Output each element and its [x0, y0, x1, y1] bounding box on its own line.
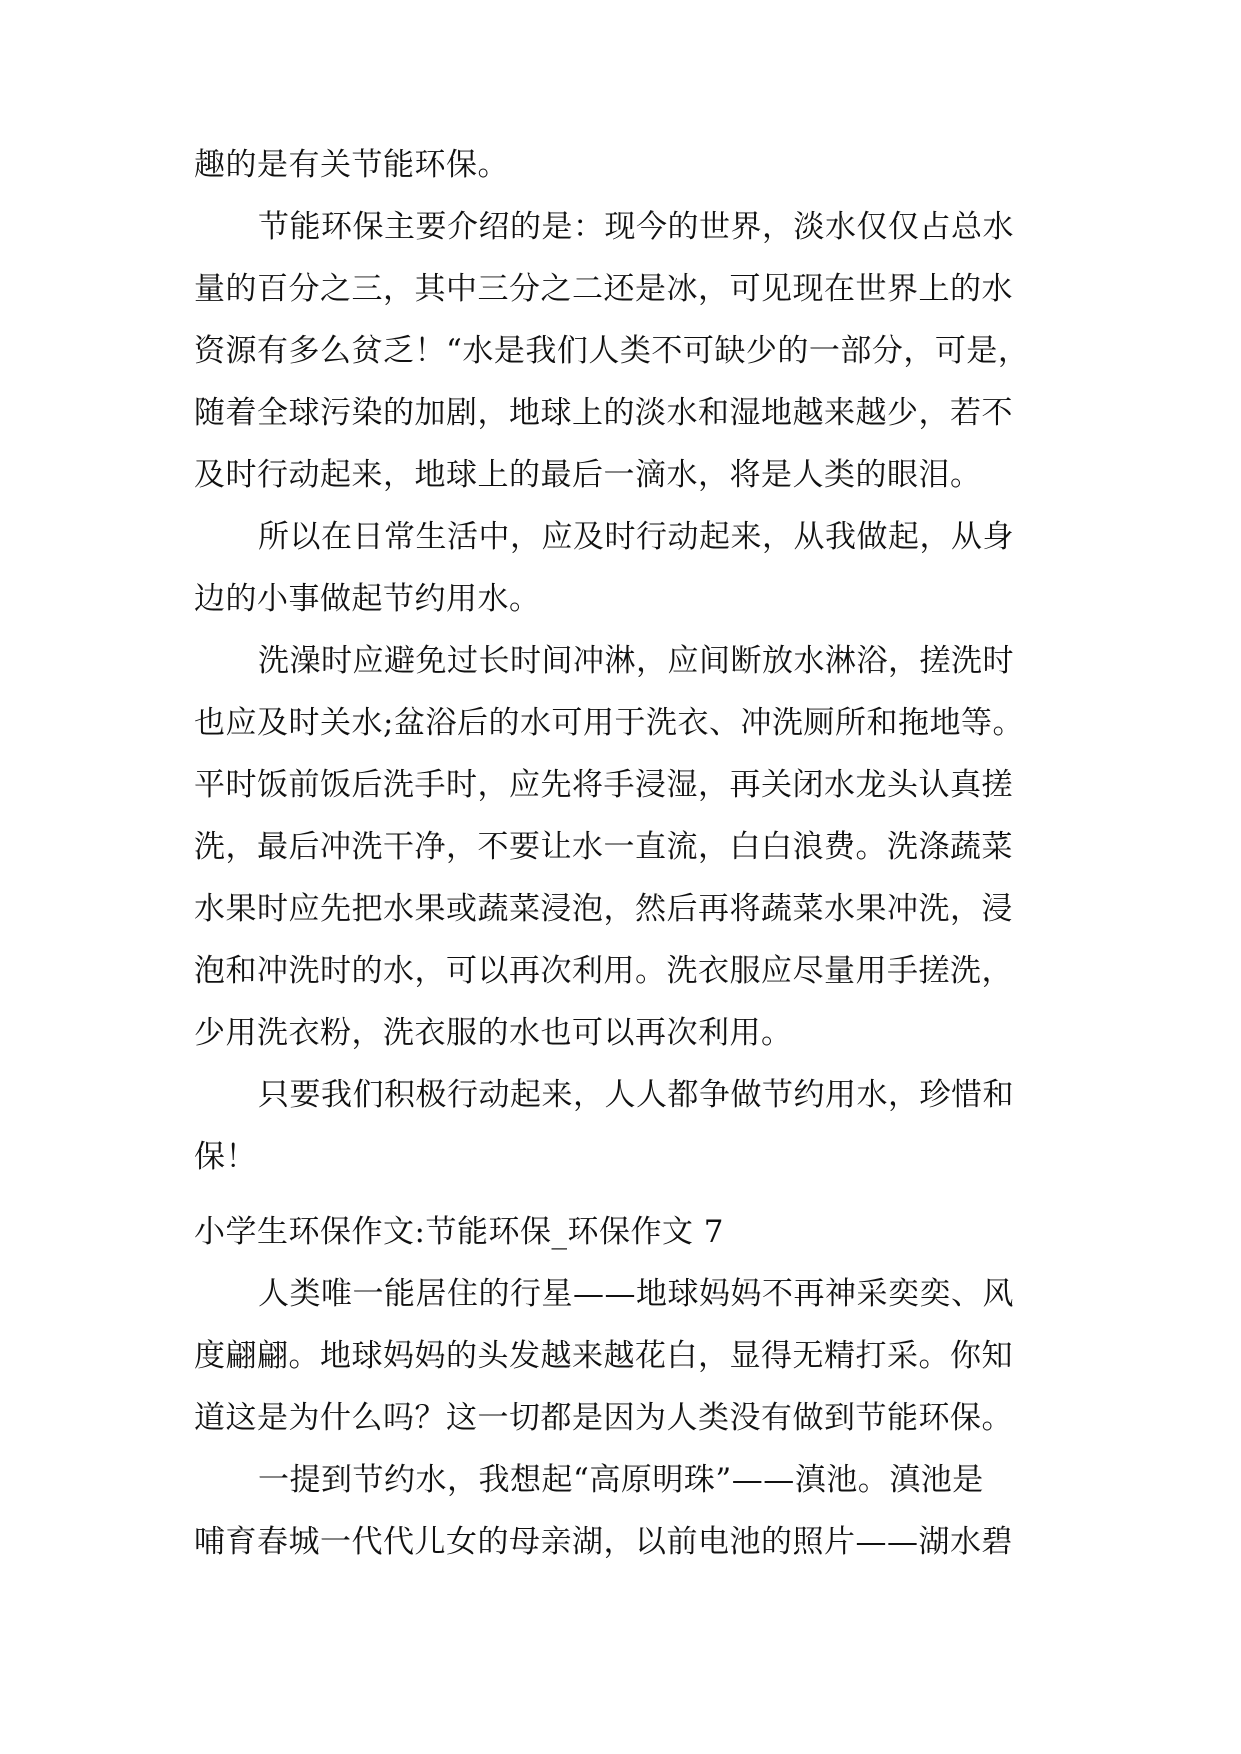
section-1-body [194, 134, 1054, 1188]
text-line: 水果时应先把水果或蔬菜浸泡，然后再将蔬菜水果冲洗，浸 [194, 891, 1013, 927]
text-line: 随着全球污染的加剧，地球上的淡水和湿地越来越少，若不 [194, 395, 1013, 431]
text-line: 资源有多么贫乏！“水是我们人类不可缺少的一部分，可是， [194, 333, 1030, 369]
text-line: 保！ [194, 1139, 257, 1175]
paragraph-start-line: 洗澡时应避免过长时间冲淋，应间断放水淋浴，搓洗时 [258, 643, 1014, 679]
paragraph-start-line: 节能环保主要介绍的是：现今的世界，淡水仅仅占总水 [258, 209, 1014, 245]
text-line: 边的小事做起节约用水。 [194, 581, 541, 617]
paragraph-start-line: 只要我们积极行动起来，人人都争做节约用水，珍惜和 [258, 1077, 1014, 1113]
text-line: 洗，最后冲洗干净，不要让水一直流，白白浪费。洗涤蔬菜 [194, 829, 1013, 865]
paragraph-start-line: 人类唯一能居住的行星——地球妈妈不再神采奕奕、风 [258, 1276, 1014, 1312]
text-line: 平时饭前饭后洗手时，应先将手浸湿，再关闭水龙头认真搓 [194, 767, 1013, 803]
text-line: 泡和冲洗时的水，可以再次利用。洗衣服应尽量用手搓洗， [194, 953, 1013, 989]
text-line: 哺育春城一代代儿女的母亲湖，以前电池的照片——湖水碧 [194, 1524, 1013, 1560]
text-line: 道这是为什么吗？这一切都是因为人类没有做到节能环保。 [194, 1400, 1013, 1436]
text-line: 少用洗衣粉，洗衣服的水也可以再次利用。 [194, 1015, 793, 1051]
text-line: 量的百分之三，其中三分之二还是冰，可见现在世界上的水 [194, 271, 1013, 307]
section-heading: 小学生环保作文:节能环保_环保作文 7 [194, 1214, 725, 1250]
section-2 [194, 1201, 1054, 1573]
text-line: 也应及时关水;盆浴后的水可用于洗衣、冲洗厕所和拖地等。 [194, 705, 1024, 741]
text-line: 趣的是有关节能环保。 [194, 147, 509, 183]
paragraph-start-line: 所以在日常生活中，应及时行动起来，从我做起，从身 [258, 519, 1014, 555]
text-line: 度翩翩。地球妈妈的头发越来越花白，显得无精打采。你知 [194, 1338, 1013, 1374]
text-line: 及时行动起来，地球上的最后一滴水，将是人类的眼泪。 [194, 457, 982, 493]
paragraph-start-line: 一提到节约水，我想起“高原明珠”——滇池。滇池是 [258, 1462, 984, 1498]
